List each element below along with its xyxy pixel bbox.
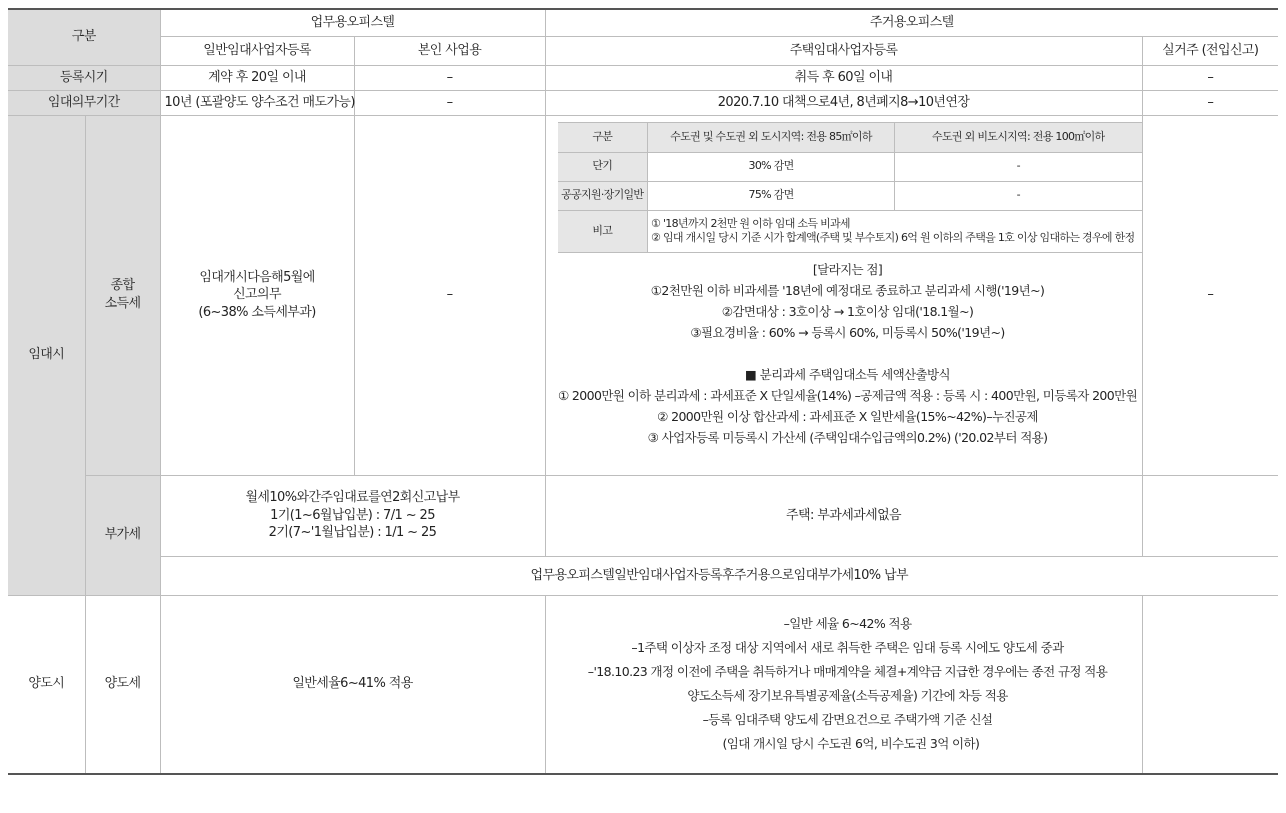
inner-short-v2: - bbox=[895, 152, 1142, 181]
vat-housing: 주택: 부과세과세없음 bbox=[545, 475, 1142, 556]
income-tax-changes bbox=[558, 259, 1138, 448]
label-registration-period: 등록시기 bbox=[8, 65, 160, 90]
row-registration-period bbox=[8, 65, 1278, 90]
change-line: ③ 사업자등록 미등록시 가산세 (주택임대수입금액의0.2%) ('20.02부터 적용) bbox=[647, 429, 1048, 445]
registration-period-general: 계약 후 20일 이내 bbox=[160, 65, 354, 90]
change-line: ①2천만원 이하 비과세를 '18년에 예정대로 종료하고 분리과세 시행('19년~) bbox=[650, 282, 1045, 298]
change-line: [달라지는 점] bbox=[812, 261, 883, 277]
change-line: ③필요경비율 : 60% → 등록시 60%, 미등록시 50%('19년~) bbox=[690, 324, 1005, 340]
header-general-rental-registration: 일반임대사업자등록 bbox=[160, 36, 354, 65]
tax-comparison-table bbox=[8, 8, 1278, 775]
transfer-line: –'18.10.23 개정 이전에 주택을 취득하거나 매매계약을 체결+계약금 지급한 경우에는 종전 규정 적용 bbox=[587, 664, 1108, 680]
inner-note-line2: ② 임대 개시일 당시 기준 시가 합계액(주택 및 부수토지) 6억 원 이하의 주택을 1호 이상 임대하는 경우에 한정 bbox=[651, 231, 1135, 244]
transfer-line: –등록 임대주택 양도세 감면요건으로 주택가액 기준 신설 bbox=[702, 712, 993, 728]
inner-long-v2: - bbox=[895, 181, 1142, 210]
row-income-tax bbox=[8, 115, 1278, 475]
label-transfer-time: 양도시 bbox=[8, 595, 85, 774]
header-residential-officetel: 주거용오피스텔 bbox=[545, 9, 1278, 36]
row-rental-obligation bbox=[8, 90, 1278, 115]
transfer-business: 일반세율6~41% 적용 bbox=[160, 595, 545, 774]
label-vat: 부가세 bbox=[85, 475, 160, 595]
rental-obligation-housing: 2020.7.10 대책으로4년, 8년폐지8→10년연장 bbox=[545, 90, 1142, 115]
inner-col1: 구분 bbox=[558, 122, 648, 152]
inner-col3: 수도권 외 비도시지역: 전용 100㎡이하 bbox=[895, 122, 1142, 152]
inner-note-label: 비고 bbox=[558, 210, 648, 252]
transfer-housing bbox=[545, 595, 1142, 774]
inner-row-short bbox=[558, 152, 1142, 181]
transfer-line: –1주택 이상자 조정 대상 지역에서 새로 취득한 주택은 임대 등록 시에도 양도세 중과 bbox=[631, 640, 1064, 656]
vat-business-line1: 월세10%와간주임대료를연2회신고납부 bbox=[245, 490, 460, 506]
label-income-tax bbox=[85, 115, 160, 475]
inner-note bbox=[648, 210, 1142, 252]
income-tax-general bbox=[160, 115, 354, 475]
vat-business-line3: 2기(7~'1월납입분) : 1/1 ~ 25 bbox=[268, 525, 437, 541]
vat-residence bbox=[1142, 475, 1278, 556]
income-tax-residence: – bbox=[1142, 115, 1278, 475]
row-transfer bbox=[8, 595, 1278, 774]
change-line: ■ 분리과세 주택임대소득 세액산출방식 bbox=[745, 366, 950, 382]
transfer-line: (임대 개시일 당시 수도권 6억, 비수도권 3억 이하) bbox=[715, 736, 980, 752]
header-business-officetel: 업무용오피스텔 bbox=[160, 9, 545, 36]
change-line: ②감면대상 : 3호이상 → 1호이상 임대('18.1월~) bbox=[721, 303, 974, 319]
transfer-line: 양도소득세 장기보유특별공제율(소득공제율) 기간에 차등 적용 bbox=[687, 688, 1008, 704]
rental-obligation-self: – bbox=[354, 90, 545, 115]
change-line: ① 2000만원 이하 분리과세 : 과세표준 X 단일세율(14%) –공제금액 적용 : 등록 시 : 400만원, 미등록자 200만원 bbox=[557, 387, 1138, 403]
income-tax-self: – bbox=[354, 115, 545, 475]
change-spacer bbox=[558, 343, 1138, 364]
transfer-line: –일반 세율 6~42% 적용 bbox=[783, 616, 912, 632]
transfer-housing-lines bbox=[558, 612, 1138, 756]
inner-row-long bbox=[558, 181, 1142, 210]
income-tax-label-line2: 소득세 bbox=[104, 296, 141, 311]
label-transfer-tax: 양도세 bbox=[85, 595, 160, 774]
tax-reduction-inner-table bbox=[558, 122, 1142, 253]
header-actual-residence: 실거주 (전입신고) bbox=[1142, 36, 1278, 65]
income-tax-general-line3: (6~38% 소득세부과) bbox=[198, 304, 316, 320]
vat-business bbox=[160, 475, 545, 556]
tax-comparison-table-container bbox=[8, 8, 1278, 803]
inner-short-label: 단기 bbox=[558, 152, 648, 181]
income-tax-housing bbox=[545, 115, 1142, 475]
inner-row-note bbox=[558, 210, 1142, 252]
registration-period-residence: – bbox=[1142, 65, 1278, 90]
vat-note: 업무용오피스텔일반임대사업자등록후주거용으로임대부가세10% 납부 bbox=[160, 556, 1278, 595]
change-line: ② 2000만원 이상 합산과세 : 과세표준 X 일반세율(15%~42%)–누진공제 bbox=[657, 408, 1038, 424]
registration-period-self: – bbox=[354, 65, 545, 90]
income-tax-general-line1: 임대개시다음해5월에 bbox=[199, 269, 315, 285]
header-category: 구분 bbox=[8, 9, 160, 65]
rental-obligation-residence: – bbox=[1142, 90, 1278, 115]
registration-period-housing: 취득 후 60일 이내 bbox=[545, 65, 1142, 90]
header-self-business: 본인 사업용 bbox=[354, 36, 545, 65]
inner-note-line1: ① '18년까지 2천만 원 이하 임대 소득 비과세 bbox=[651, 216, 850, 230]
inner-short-v1: 30% 감면 bbox=[648, 152, 895, 181]
header-row-2 bbox=[8, 36, 1278, 65]
inner-header-row bbox=[558, 122, 1142, 152]
inner-long-label: 공공지원·장기일반 bbox=[558, 181, 648, 210]
row-vat bbox=[8, 475, 1278, 556]
rental-obligation-general: 10년 (포괄양도 양수조건 매도가능) bbox=[160, 90, 354, 115]
income-tax-general-line2: 신고의무 bbox=[233, 287, 281, 303]
label-rental-time: 임대시 bbox=[8, 115, 85, 595]
inner-long-v1: 75% 감면 bbox=[648, 181, 895, 210]
row-vat-note bbox=[8, 556, 1278, 595]
label-rental-obligation: 임대의무기간 bbox=[8, 90, 160, 115]
vat-business-line2: 1기(1~6월납입분) : 7/1 ~ 25 bbox=[270, 507, 435, 523]
header-housing-rental-registration: 주택임대사업자등록 bbox=[545, 36, 1142, 65]
inner-col2: 수도권 및 수도권 외 도시지역: 전용 85㎡이하 bbox=[648, 122, 895, 152]
header-row-1 bbox=[8, 9, 1278, 36]
income-tax-label-line1: 종합 bbox=[110, 278, 135, 294]
transfer-residence bbox=[1142, 595, 1278, 774]
